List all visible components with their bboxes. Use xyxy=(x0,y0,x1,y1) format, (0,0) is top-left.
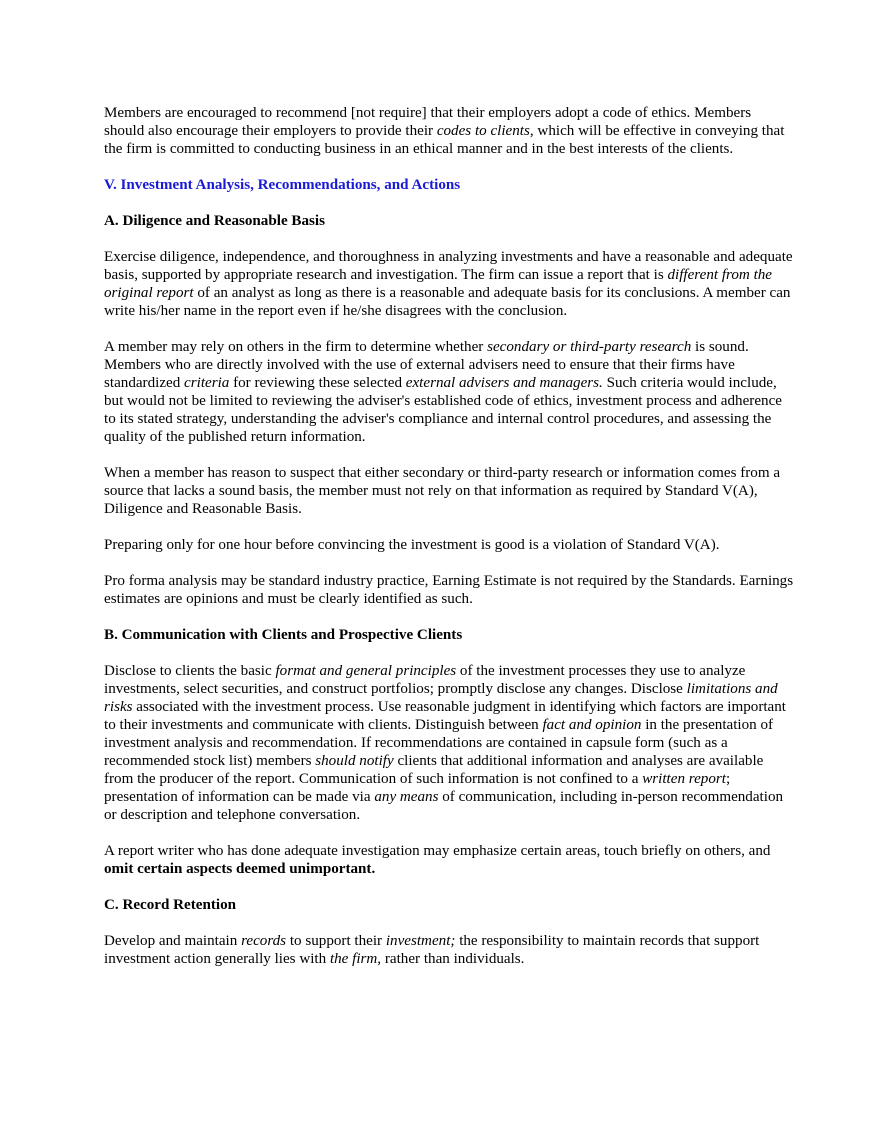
paragraph-a5: Pro forma analysis may be standard industry practice, Earning Estimate is not required by the Standards. Earnings estimates are opinions and must be clearly identified as such. xyxy=(104,573,794,607)
paragraph-a1: Exercise diligence, independence, and thoroughness in analyzing investments and have a reasonable and adequate basis, supported by appropriate research and investigation. The firm can issue a report that is different from the original report of an analyst as long as there is a reasonable and adequate basis for its conclusions. A member can write his/her name in the report even if he/she disagrees with the conclusion. xyxy=(104,249,793,319)
paragraph-a4: Preparing only for one hour before convincing the investment is good is a violation of Standard V(A). xyxy=(104,537,720,553)
paragraph-b1: Disclose to clients the basic format and general principles of the investment processes they use to analyze investments, select securities, and construct portfolios; promptly disclose any changes. Disclose limitations and risks associated with the investment process. Use reasonable judgment in identifying which factors are important to their investments and communicate with clients. Distinguish between fact and opinion in the presentation of investment analysis and recommendation. If recommendations are contained in capsule form (such as a recommended stock list) members should notify clients that additional information and analyses are available from the producer of the report. Communication of such information is not confined to a written report; presentation of information can be made via any means of communication, including in-person recommendation or description and telephone conversation. xyxy=(104,663,786,823)
paragraph-a3: When a member has reason to suspect that either secondary or third-party research or information comes from a source that lacks a sound basis, the member must not rely on that information as required by Standard V(A), Diligence and Reasonable Basis. xyxy=(104,465,781,517)
sub-heading-a: A. Diligence and Reasonable Basis xyxy=(104,213,325,229)
document-page xyxy=(104,104,794,986)
section-heading-v: V. Investment Analysis, Recommendations, and Actions xyxy=(104,177,461,193)
paragraph-b2: A report writer who has done adequate investigation may emphasize certain areas, touch briefly on others, and omit certain aspects deemed unimportant. xyxy=(104,843,771,877)
bold-emphasis: omit certain aspects deemed unimportant. xyxy=(104,861,376,877)
emphasis: any means xyxy=(374,789,439,805)
sub-heading-b: B. Communication with Clients and Prospective Clients xyxy=(104,627,463,643)
emphasis: secondary or third-party research xyxy=(487,339,692,355)
intro-paragraph: Members are encouraged to recommend [not require] that their employers adopt a code of ethics. Members should also encourage their employers to provide their codes to clients, which will be effective in conveying that the firm is committed to conducting business in an ethical manner and in the best interests of the clients. xyxy=(104,105,785,157)
emphasis: format and general principles xyxy=(275,663,457,679)
emphasis: limitations and risks xyxy=(104,681,778,715)
emphasis: written report xyxy=(642,771,726,787)
emphasis: should notify xyxy=(315,753,394,769)
emphasis: the firm, xyxy=(329,951,382,967)
emphasis: different from the original report xyxy=(104,267,773,301)
paragraph-c1: Develop and maintain records to support their investment; the responsibility to maintain records that support investment action generally lies with the firm, rather than individuals. xyxy=(104,933,760,967)
paragraph-a2: A member may rely on others in the firm to determine whether secondary or third-party research is sound. Members who are directly involved with the use of external advisers need to ensure that their firms have standardized criteria for reviewing these selected external advisers and managers. Such criteria would include, but would not be limited to reviewing the adviser's established code of ethics, investment process and adherence to its stated strategy, understanding the adviser's compliance and internal control procedures, and assessing the quality of the published return information. xyxy=(104,339,782,445)
emphasis: records xyxy=(241,933,287,949)
emphasis: criteria xyxy=(184,375,230,391)
emphasis: codes to clients xyxy=(436,123,530,139)
sub-heading-c: C. Record Retention xyxy=(104,897,237,913)
emphasis: external advisers and managers. xyxy=(405,375,603,391)
emphasis: fact and opinion xyxy=(542,717,642,733)
emphasis: investment; xyxy=(385,933,456,949)
